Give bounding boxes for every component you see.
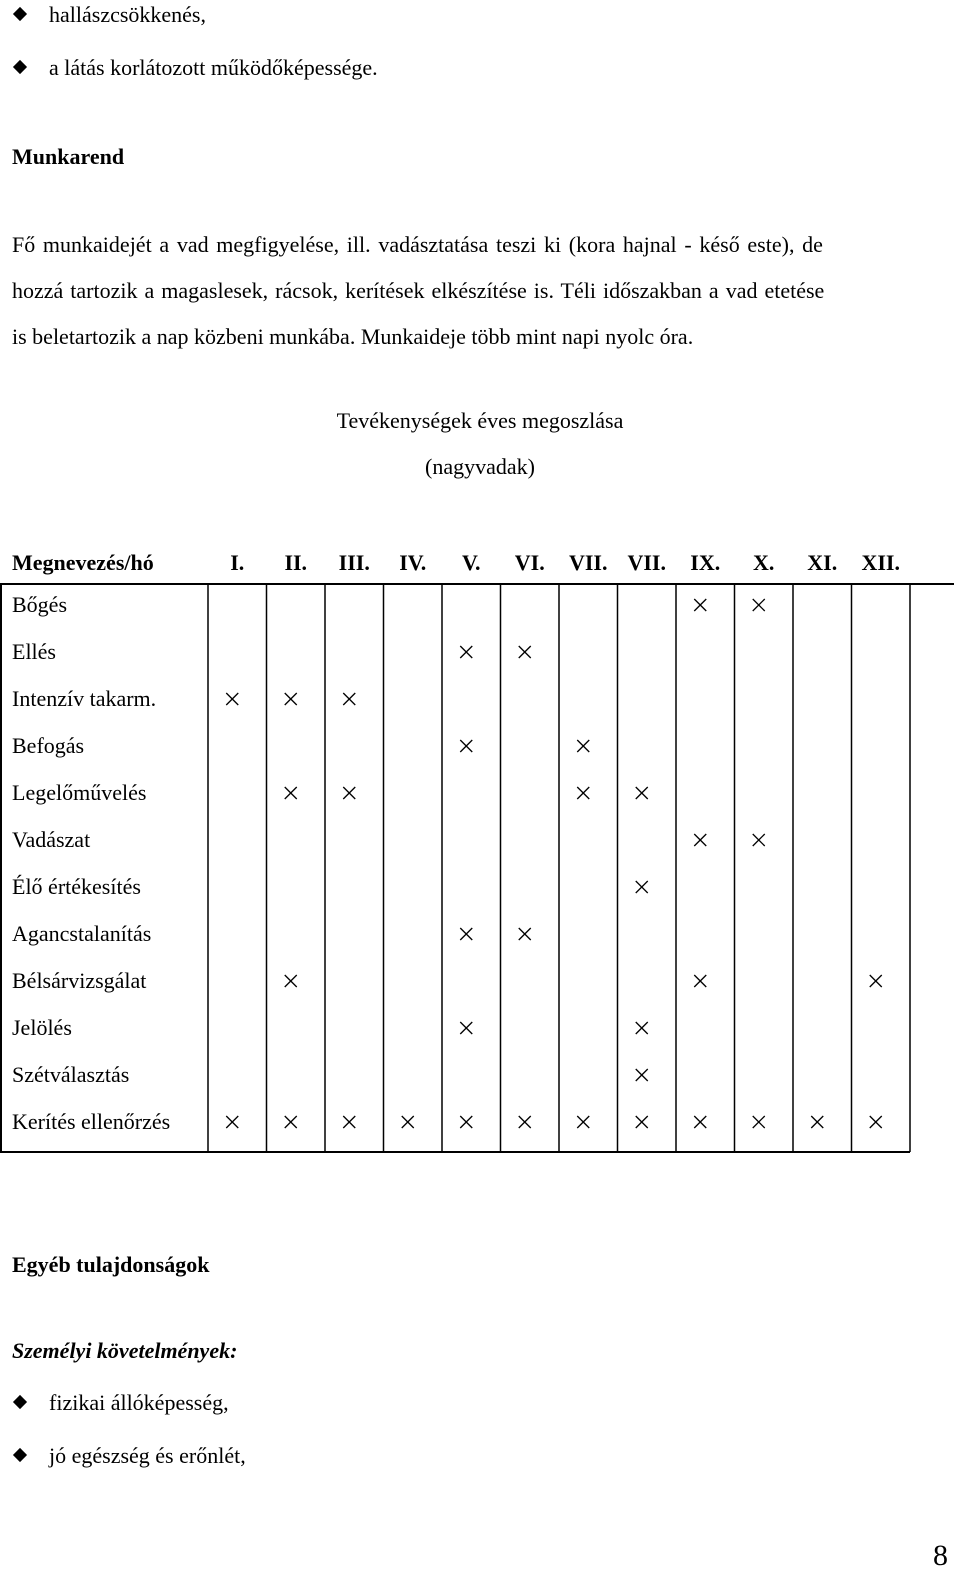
activity-mark xyxy=(285,975,297,987)
activity-mark xyxy=(694,975,706,987)
paragraph-line: hozzá tartozik a magaslesek, rácsok, kerítések elkészítése is. Téli időszakban a vad etetése xyxy=(12,278,825,303)
table-row-label: Kerítés ellenőrzés xyxy=(12,1109,171,1134)
section-heading-szemelyi: Személyi követelmények: xyxy=(12,1338,238,1363)
table-header-month: VI. xyxy=(514,550,545,575)
activity-mark xyxy=(636,1069,648,1081)
diamond-bullet-icon xyxy=(13,7,27,21)
table-row-label: Bőgés xyxy=(12,592,67,617)
activity-mark xyxy=(519,1116,531,1128)
table-row-label: Szétválasztás xyxy=(12,1062,130,1087)
activity-mark xyxy=(460,740,472,752)
paragraph-line: Fő munkaidejét a vad megfigyelése, ill. vadásztatása teszi ki (kora hajnal - késő este), de xyxy=(12,232,823,257)
activity-mark xyxy=(636,787,648,799)
table-header-month: XII. xyxy=(861,550,901,575)
table-header-month: II. xyxy=(284,550,308,575)
table-row-label: Legelőművelés xyxy=(12,780,147,805)
table-row-label: Jelölés xyxy=(12,1015,72,1040)
diamond-bullet-icon xyxy=(13,60,27,74)
activity-mark xyxy=(226,1116,238,1128)
activity-mark xyxy=(343,1116,355,1128)
table-header-month: V. xyxy=(461,550,481,575)
table-header-label: Megnevezés/hó xyxy=(12,550,154,575)
table-header-month: IV. xyxy=(399,550,427,575)
table-header-month: VII. xyxy=(627,550,667,575)
table-title: Tevékenységek éves megoszlása xyxy=(336,408,624,433)
activity-mark xyxy=(753,599,765,611)
table-header-month: X. xyxy=(753,550,775,575)
activity-mark xyxy=(577,740,589,752)
activity-mark xyxy=(460,646,472,658)
list-item-text: jó egészség és erőnlét, xyxy=(49,1443,246,1468)
activity-mark xyxy=(285,693,297,705)
activity-mark xyxy=(285,787,297,799)
activity-mark xyxy=(753,834,765,846)
paragraph-line: is beletartozik a nap közbeni munkába. Munkaideje több mint napi nyolc óra. xyxy=(12,324,694,349)
activity-mark xyxy=(343,787,355,799)
table-row-label: Intenzív takarm. xyxy=(12,686,157,711)
table-row-label: Ellés xyxy=(12,639,56,664)
activity-mark xyxy=(870,1116,882,1128)
table-row-label: Befogás xyxy=(12,733,85,758)
activity-mark xyxy=(636,1116,648,1128)
activity-schedule-table xyxy=(0,530,960,1162)
table-row-label: Élő értékesítés xyxy=(12,874,141,899)
activity-mark xyxy=(753,1116,765,1128)
activity-mark xyxy=(636,881,648,893)
table-header-month: XI. xyxy=(807,550,838,575)
list-item-text: a látás korlátozott működőképessége. xyxy=(49,55,378,80)
activity-mark xyxy=(343,693,355,705)
table-header-month: IX. xyxy=(690,550,721,575)
activity-mark xyxy=(460,928,472,940)
page-number: 8 xyxy=(933,1539,948,1572)
table-row-label: Agancstalanítás xyxy=(12,921,152,946)
section-heading-egyeb: Egyéb tulajdonságok xyxy=(12,1252,210,1277)
activity-mark xyxy=(460,1022,472,1034)
list-item-text: fizikai állóképesség, xyxy=(49,1390,229,1415)
activity-mark xyxy=(460,1116,472,1128)
activity-mark xyxy=(870,975,882,987)
table-row-label: Vadászat xyxy=(12,827,91,852)
activity-mark xyxy=(636,1022,648,1034)
activity-mark xyxy=(519,928,531,940)
activity-mark xyxy=(226,693,238,705)
table-header-month: VII. xyxy=(568,550,608,575)
diamond-bullet-icon xyxy=(13,1448,27,1462)
activity-mark xyxy=(694,1116,706,1128)
activity-mark xyxy=(694,834,706,846)
list-item-text: hallászcsökkenés, xyxy=(49,2,206,27)
table-subtitle: (nagyvadak) xyxy=(425,454,535,479)
activity-mark xyxy=(811,1116,823,1128)
diamond-bullet-icon xyxy=(13,1395,27,1409)
activity-mark xyxy=(285,1116,297,1128)
section-heading-munkarend: Munkarend xyxy=(12,144,125,169)
activity-mark xyxy=(402,1116,414,1128)
activity-mark xyxy=(577,787,589,799)
table-row-label: Bélsárvizsgálat xyxy=(12,968,147,993)
table-header-month: I. xyxy=(230,550,245,575)
activity-mark xyxy=(694,599,706,611)
table-header-month: III. xyxy=(338,550,370,575)
activity-mark xyxy=(577,1116,589,1128)
activity-mark xyxy=(519,646,531,658)
